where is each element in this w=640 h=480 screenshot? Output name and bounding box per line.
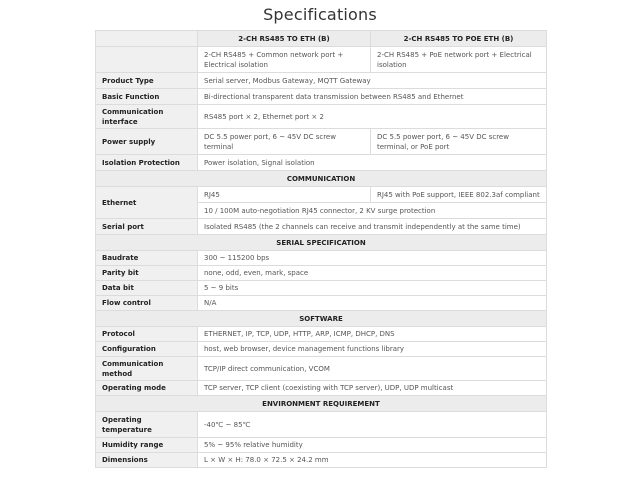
row-value: 5% ~ 95% relative humidity: [198, 438, 547, 453]
row-value: -40℃ ~ 85℃: [198, 412, 547, 438]
section-header-row: [96, 235, 547, 251]
row-label: Dimensions: [96, 453, 198, 468]
header-corner-cell: [96, 31, 198, 47]
row-value: Serial server, Modbus Gateway, MQTT Gateway: [198, 73, 547, 89]
row-label: Serial port: [96, 219, 198, 235]
row-value: Bi-directional transparent data transmission between RS485 and Ethernet: [198, 89, 547, 105]
intro-eth-cell: 2-CH RS485 + Common network port + Electrical isolation: [198, 47, 371, 73]
row-value: RS485 port × 2, Ethernet port × 2: [198, 105, 547, 129]
table-row: [96, 381, 547, 396]
row-label: Communication method: [96, 357, 198, 381]
row-value: 300 ~ 115200 bps: [198, 251, 547, 266]
table-row: [96, 412, 547, 438]
row-label: Operating mode: [96, 381, 198, 396]
row-label: Configuration: [96, 342, 198, 357]
ethernet-shared-value: 10 / 100M auto-negotiation RJ45 connector, 2 KV surge protection: [198, 203, 547, 219]
section-heading: SERIAL SPECIFICATION: [96, 235, 547, 251]
row-value: N/A: [198, 296, 547, 311]
table-row: [96, 89, 547, 105]
row-label: Baudrate: [96, 251, 198, 266]
row-value: L × W × H: 78.0 × 72.5 × 24.2 mm: [198, 453, 547, 468]
row-value: host, web browser, device management functions library: [198, 342, 547, 357]
row-label: Protocol: [96, 327, 198, 342]
row-label: Power supply: [96, 129, 198, 155]
table-row: [96, 296, 547, 311]
ethernet-eth-value: RJ45: [198, 187, 371, 203]
table-row: [96, 251, 547, 266]
row-label: Basic Function: [96, 89, 198, 105]
section-heading: SOFTWARE: [96, 311, 547, 327]
table-row: [96, 187, 547, 203]
row-label: Parity bit: [96, 266, 198, 281]
row-label: Isolation Protection: [96, 155, 198, 171]
row-value: TCP/IP direct communication, VCOM: [198, 357, 547, 381]
section-header-row: [96, 311, 547, 327]
row-label: Flow control: [96, 296, 198, 311]
section-header-row: [96, 171, 547, 187]
power-supply-poe-eth-value: DC 5.5 power port, 6 ~ 45V DC screw terminal, or PoE port: [371, 129, 547, 155]
row-value: none, odd, even, mark, space: [198, 266, 547, 281]
section-heading: COMMUNICATION: [96, 171, 547, 187]
table-row: [96, 129, 547, 155]
row-label: Humidity range: [96, 438, 198, 453]
section-heading: ENVIRONMENT REQUIREMENT: [96, 396, 547, 412]
intro-poe-eth-cell: 2-CH RS485 + PoE network port + Electrical isolation: [371, 47, 547, 73]
table-row: [96, 47, 547, 73]
table-row: [96, 281, 547, 296]
row-value: ETHERNET, IP, TCP, UDP, HTTP, ARP, ICMP, DHCP, DNS: [198, 327, 547, 342]
power-supply-eth-value: DC 5.5 power port, 6 ~ 45V DC screw terminal: [198, 129, 371, 155]
row-value: Power isolation, Signal isolation: [198, 155, 547, 171]
intro-corner-cell: [96, 47, 198, 73]
row-label: Communication interface: [96, 105, 198, 129]
table-row: [96, 155, 547, 171]
row-value: TCP server, TCP client (coexisting with TCP server), UDP, UDP multicast: [198, 381, 547, 396]
table-row: [96, 453, 547, 468]
table-row: [96, 219, 547, 235]
table-row: [96, 73, 547, 89]
table-row: [96, 105, 547, 129]
page-title: Specifications: [263, 5, 377, 24]
section-header-row: [96, 396, 547, 412]
table-header-row: [96, 31, 547, 47]
table-row: [96, 357, 547, 381]
column-header-eth: 2-CH RS485 TO ETH (B): [198, 31, 371, 47]
row-label: Product Type: [96, 73, 198, 89]
column-header-poe-eth: 2-CH RS485 TO POE ETH (B): [371, 31, 547, 47]
table-row: [96, 438, 547, 453]
table-row: [96, 327, 547, 342]
ethernet-poe-eth-value: RJ45 with PoE support, IEEE 802.3af compliant: [371, 187, 547, 203]
row-label: Operating temperature: [96, 412, 198, 438]
table-row: [96, 266, 547, 281]
row-value: Isolated RS485 (the 2 channels can receive and transmit independently at the same time): [198, 219, 547, 235]
row-label: Ethernet: [96, 187, 198, 219]
row-label: Data bit: [96, 281, 198, 296]
row-value: 5 ~ 9 bits: [198, 281, 547, 296]
table-row: [96, 342, 547, 357]
specifications-table: [95, 30, 547, 468]
